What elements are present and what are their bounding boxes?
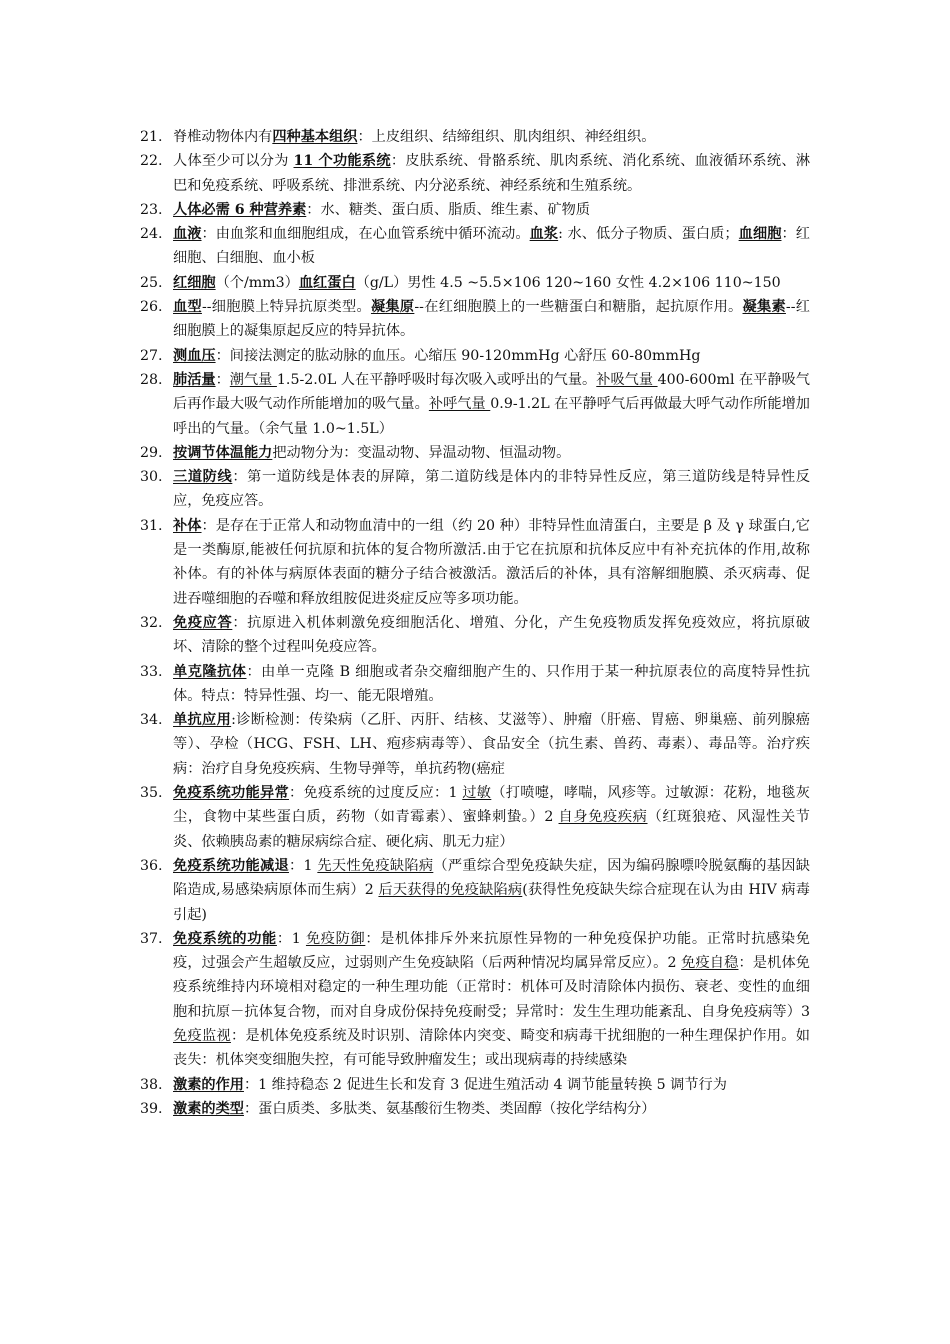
list-item (140, 854, 810, 927)
item-text (173, 858, 810, 923)
list-item (140, 198, 810, 222)
underlined-term: 免疫防御 (305, 930, 366, 947)
term-heading: 四种基本组织 (272, 129, 358, 145)
list-item (140, 1073, 810, 1097)
text-run: （打喷嚏，哮喘，风疹等。过敏源：花粉，地毯灰尘，食物中某些蛋白质，药物（如青霉素）、蜜蜂刺蛰。）2 (173, 785, 810, 826)
term-heading: 免疫应答 (173, 614, 233, 631)
item-text (173, 372, 810, 437)
text-run: ：由血浆和血细胞组成，在心血管系统中循环流动。 (201, 226, 530, 243)
term-heading: 红细胞 (173, 274, 216, 291)
term-heading: 三道防线 (173, 469, 233, 486)
list-item (140, 611, 810, 660)
item-text (173, 1077, 727, 1093)
term-heading: 免疫系统功能异常 (173, 785, 289, 802)
list-item (140, 368, 810, 441)
list-item (140, 271, 810, 295)
term-heading: 测血压 (173, 347, 216, 364)
underlined-term: 补吸气量 (596, 371, 658, 388)
list-item (140, 514, 810, 611)
item-number: 37. (140, 930, 163, 947)
item-text (173, 931, 810, 1068)
term-heading: 激素的作用 (173, 1076, 244, 1093)
text-run: :诊断检测：传染病（乙肝、丙肝、结核、艾滋等）、肿瘤（肝癌、胃癌、卵巢癌、前列腺癌等）、孕检（HCG、FSH、LH、疱疹病毒等）、食品安全（抗生素、兽药、毒素）、毒品等。治疗疾病：治疗自身免疫疾病、生物导弹等，单抗药物(癌症 (173, 712, 810, 777)
underlined-term: 自身免疫疾病 (558, 809, 648, 826)
term-heading: 激素的类型 (173, 1100, 244, 1117)
item-number: 29. (140, 444, 163, 461)
list-item (140, 465, 810, 514)
text-run: ：由单一克隆 B 细胞或者杂交瘤细胞产生的、只作用于某一种抗原表位的高度特异性抗体。特点：特异性强、均一、能无限增殖。 (173, 663, 810, 704)
item-number: 39. (140, 1100, 163, 1117)
term-heading: 凝集素 (742, 299, 786, 316)
text-run: ：是机体免疫系统及时识别、清除体内突变、畸变和病毒干扰细胞的一种生理保护作用。如丧失：机体突变细胞失控，有可能导致肿瘤发生；或出现病毒的持续感染 (173, 1027, 810, 1069)
text-run: （个/mm3） (215, 274, 299, 291)
underlined-term: 先天性免疫缺陷病 (317, 857, 434, 874)
term-heading: 人体必需 6 种营养素 (173, 201, 307, 218)
text-run: --细胞膜上特异抗原类型。 (201, 299, 371, 316)
text-run: ：皮肤系统、骨骼系统、肌肉系统、消化系统、血液循环系统、淋巴和免疫系统、呼吸系统、排泄系统、内分泌系统、神经系统和生殖系统。 (173, 153, 811, 194)
item-text (173, 615, 810, 655)
list-item (140, 708, 810, 781)
text-run: 脊椎动物体内有 (173, 129, 273, 145)
term-heading: 11 个功能系统 (293, 153, 391, 170)
item-number: 31. (140, 517, 163, 534)
item-number: 33. (140, 663, 163, 680)
item-text (173, 469, 810, 509)
list-item (140, 344, 810, 368)
item-number: 30. (140, 469, 163, 486)
item-number: 27. (140, 347, 163, 364)
text-run: ：1 (288, 857, 318, 874)
text-run: ：第一道防线是体表的屏障，第二道防线是体内的非特异性反应，第三道防线是特异性反应，免疫应答。 (173, 469, 810, 510)
text-run: 0.9-1.2L 在平静呼气后再做最大呼气动作所能增加呼出的气量。（余气量 1.0~1.5L） (173, 396, 810, 437)
item-text (173, 518, 810, 607)
text-run: ：是机体免疫系统维持内环境相对稳定的一种生理功能（正常时：机体可及时清除体内损伤、衰老、变性的血细胞和抗原－抗体复合物，而对自身成份保持免疫耐受；异常时：发生生理功能紊乱、自身免疫病等）3 (173, 955, 810, 1020)
item-text (173, 712, 810, 777)
item-number: 34. (140, 712, 163, 729)
underlined-term: 免疫自稳 (681, 955, 739, 972)
text-run: 把动物分为：变温动物、异温动物、恒温动物。 (272, 444, 571, 461)
item-text (173, 226, 810, 266)
item-text (173, 153, 810, 193)
term-heading: 血红蛋白 (298, 274, 356, 291)
item-text (173, 348, 700, 364)
text-run: (获得性免疫缺失综合症现在认为由 HIV 病毒引起) (173, 882, 810, 923)
underlined-term: 免疫监视 (173, 1027, 231, 1044)
list-item (140, 149, 810, 198)
text-run: ：是机体排斥外来抗原性异物的一种免疫保护功能。正常时抗感染免疫，过强会产生超敏反应，过弱则产生免疫缺陷（后两种情况均属异常反应）。2 (173, 930, 810, 972)
text-run: （红斑狼疮、风湿性关节炎、依赖胰岛素的糖尿病综合症、硬化病、肌无力症） (173, 809, 810, 850)
item-text (173, 1101, 655, 1117)
item-number: 22. (140, 153, 163, 170)
item-number: 32. (140, 614, 163, 631)
item-number: 25. (140, 274, 163, 291)
term-heading: 免疫系统功能减退 (173, 857, 289, 874)
text-run: ：间接法测定的肱动脉的血压。心缩压 90-120mmHg 心舒压 60-80mmHg (215, 347, 701, 364)
term-heading: 按调节体温能力 (173, 444, 273, 461)
term-heading: 单克隆抗体 (173, 663, 247, 680)
item-number: 23. (140, 201, 163, 218)
list-item (140, 222, 810, 271)
text-run: ：抗原进入机体刺激免疫细胞活化、增殖、分化，产生免疫物质发挥免疫效应，将抗原破坏、清除的整个过程叫免疫应答。 (173, 614, 810, 656)
underlined-term: 潮气量 (229, 371, 277, 388)
item-text (173, 299, 810, 339)
underlined-term: 过敏 (462, 785, 492, 802)
text-run: --红细胞膜上的凝集原起反应的特异抗体。 (173, 299, 810, 340)
term-heading: 单抗应用 (173, 712, 232, 729)
text-run: ：蛋白质类、多肽类、氨基酸衍生物类、类固醇（按化学结构分） (243, 1100, 656, 1117)
text-run: ：水、糖类、蛋白质、脂质、维生素、矿物质 (306, 201, 591, 218)
term-heading: 免疫系统的功能 (173, 930, 277, 947)
item-number: 35. (140, 785, 163, 802)
list-item (140, 927, 810, 1073)
item-number: 26. (140, 299, 163, 316)
underlined-term: 补呼气量 (428, 396, 491, 413)
text-run: ：上皮组织、结缔组织、肌肉组织、神经组织。 (357, 129, 656, 145)
text-run: ：红细胞、白细胞、血小板 (173, 226, 810, 267)
list-item (140, 781, 810, 854)
item-text (173, 785, 810, 850)
item-number: 36. (140, 857, 163, 874)
item-number: 21. (140, 129, 163, 145)
item-number: 24. (140, 226, 163, 243)
item-text (173, 664, 810, 704)
term-heading: 血型 (173, 299, 202, 316)
item-text (173, 129, 655, 145)
term-heading: 血浆 (529, 226, 559, 243)
term-heading: 血液 (173, 226, 202, 243)
text-run: ：1 (276, 930, 306, 947)
list-item (140, 125, 810, 149)
text-run: 1.5-2.0L 人在平静呼吸时每次吸入或呼出的气量。 (276, 371, 597, 388)
text-run: ： (215, 371, 230, 388)
item-number: 38. (140, 1076, 163, 1093)
text-run: 400-600ml 在平静吸气后再作最大吸气动作所能增加的吸气量。 (173, 371, 810, 413)
term-heading: 血细胞 (738, 226, 782, 243)
list-item (140, 1097, 810, 1121)
text-run: ：是存在于正常人和动物血清中的一组（约 20 种）非特异性血清蛋白，主要是 β 及 γ 球蛋白,它是一类酶原,能被任何抗原和抗体的复合物所激活.由于它在抗原和抗体反应中有补充抗体的作用,故称补体。有的补体与病原体表面的糖分子结合被激活。激活后的补体，具有溶解细胞膜、杀灭病毒、促进吞噬细胞的吞噬和释放组胺促进炎症反应等多项功能。 (173, 517, 810, 607)
list-item (140, 441, 810, 465)
term-heading: 补体 (173, 517, 202, 534)
list-item (140, 660, 810, 709)
list-item (140, 295, 810, 344)
term-heading: 肺活量 (173, 371, 216, 388)
item-text (173, 445, 570, 461)
text-run: : 水、低分子物质、蛋白质； (558, 226, 739, 243)
term-heading: 凝集原 (370, 299, 415, 316)
text-run: ：免疫系统的过度反应：1 (288, 785, 463, 802)
item-text (173, 275, 781, 291)
item-number: 28. (140, 371, 163, 388)
item-text (173, 202, 590, 218)
text-run: （严重综合型免疫缺失症，因为编码腺嘌呤脱氨酶的基因缺陷造成,易感染病原体而生病）2 (173, 857, 810, 899)
text-run: ：1 维持稳态 2 促进生长和发育 3 促进生殖活动 4 调节能量转换 5 调节行为 (243, 1076, 727, 1093)
text-run: --在红细胞膜上的一些糖蛋白和糖脂，起抗原作用。 (414, 299, 743, 316)
numbered-list (140, 125, 810, 1121)
text-run: 人体至少可以分为 (173, 153, 294, 170)
text-run: （g/L）男性 4.5 ~5.5×106 120~160 女性 4.2×106 110~150 (355, 274, 781, 291)
underlined-term: 后天获得的免疫缺陷病 (378, 882, 523, 899)
